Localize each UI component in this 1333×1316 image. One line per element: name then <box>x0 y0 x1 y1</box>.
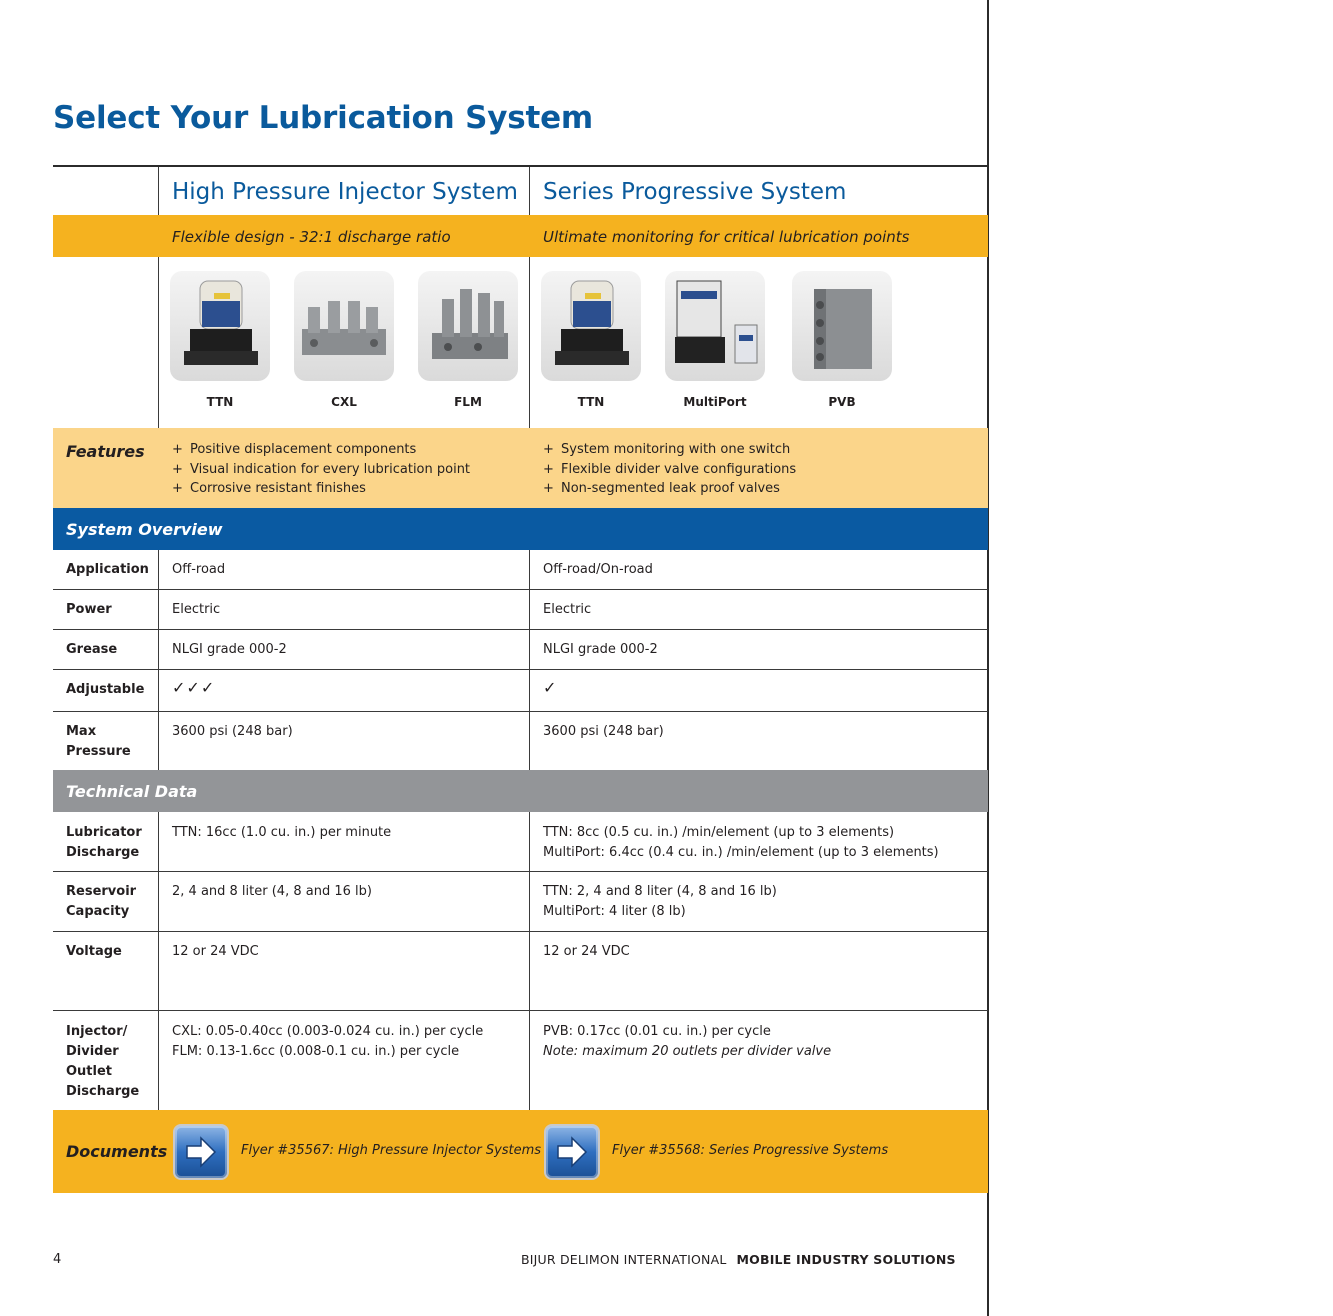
overview-title: System Overview <box>66 520 223 539</box>
product-image-pvb <box>792 271 892 381</box>
product-image-cxl <box>294 271 394 381</box>
check-marks-progressive: ✓ <box>543 678 557 697</box>
check-marks-injector: ✓✓✓ <box>172 678 216 697</box>
features-row <box>53 428 988 508</box>
product-image-flm <box>418 271 518 381</box>
division-name: MOBILE INDUSTRY SOLUTIONS <box>736 1252 956 1267</box>
page-title: Select Your Lubrication System <box>53 100 593 136</box>
product-name: TTN <box>577 395 605 409</box>
row-label: Adjustable <box>66 682 145 697</box>
features-list-progressive <box>543 440 796 499</box>
row-value-injector: Off-road <box>172 562 226 577</box>
row-value-injector: 12 or 24 VDC <box>172 944 259 959</box>
tagline-progressive: Ultimate monitoring for critical lubrication points <box>543 228 910 246</box>
feature-item: + Flexible divider valve configurations <box>543 460 796 480</box>
overview-row-adjustable <box>53 670 988 712</box>
company-name: BIJUR DELIMON INTERNATIONAL <box>521 1252 727 1267</box>
row-label: Application <box>66 562 149 577</box>
feature-item: + Non-segmented leak proof valves <box>543 479 796 499</box>
overview-row-application <box>53 550 988 590</box>
row-label: Max Pressure <box>66 724 131 759</box>
documents-label: Documents <box>66 1142 168 1161</box>
row-value-injector: NLGI grade 000-2 <box>172 642 287 657</box>
feature-item: + Corrosive resistant finishes <box>172 479 470 499</box>
row-value-injector: 2, 4 and 8 liter (4, 8 and 16 lb) <box>172 884 372 899</box>
overview-band <box>53 508 988 550</box>
row-label: Lubricator Discharge <box>66 825 142 860</box>
row-value-injector: 3600 psi (248 bar) <box>172 724 293 739</box>
tech-row-lubricator-discharge <box>53 812 988 872</box>
feature-item: + Visual indication for every lubrication point <box>172 460 470 480</box>
tech-row-reservoir-capacity <box>53 872 988 932</box>
system-title-injector: High Pressure Injector System <box>172 179 518 205</box>
row-value-injector: Electric <box>172 602 221 617</box>
product-name: FLM <box>454 395 482 409</box>
value-line: FLM: 0.13-1.6cc (0.008-0.1 cu. in.) per cycle <box>172 1044 460 1059</box>
system-title-progressive: Series Progressive System <box>543 179 847 205</box>
row-value-injector <box>172 1022 483 1062</box>
arrow-right-icon[interactable] <box>544 1124 600 1180</box>
page-number: 4 <box>53 1252 62 1267</box>
value-line: MultiPort: 4 liter (8 lb) <box>543 904 686 919</box>
tech-row-voltage <box>53 932 988 1011</box>
value-line: CXL: 0.05-0.40cc (0.003-0.024 cu. in.) per cycle <box>172 1024 484 1039</box>
overview-row-grease <box>53 630 988 670</box>
product-name: CXL <box>331 395 357 409</box>
row-label: Reservoir Capacity <box>66 884 137 919</box>
row-value-progressive: NLGI grade 000-2 <box>543 642 658 657</box>
tagline-injector: Flexible design - 32:1 discharge ratio <box>172 228 451 246</box>
feature-item: + System monitoring with one switch <box>543 440 796 460</box>
row-value-injector: TTN: 16cc (1.0 cu. in.) per minute <box>172 825 392 840</box>
technical-band <box>53 770 988 812</box>
overview-row-max-pressure <box>53 712 988 770</box>
row-value-progressive <box>543 823 939 863</box>
tech-row-outlet-discharge <box>53 1011 988 1110</box>
documents-row <box>53 1110 988 1193</box>
row-value-progressive: 3600 psi (248 bar) <box>543 724 664 739</box>
product-image-ttn <box>170 271 270 381</box>
row-value-progressive <box>543 1022 831 1062</box>
value-line: MultiPort: 6.4cc (0.4 cu. in.) /min/element (up to 3 elements) <box>543 845 939 860</box>
document-link-progressive[interactable]: Flyer #35568: Series Progressive Systems <box>612 1143 889 1158</box>
feature-item: + Positive displacement components <box>172 440 470 460</box>
arrow-right-icon[interactable] <box>173 1124 229 1180</box>
system-header-row <box>53 167 988 215</box>
product-image-multiport <box>665 271 765 381</box>
tagline-row <box>53 215 988 257</box>
technical-title: Technical Data <box>66 782 198 801</box>
document-link-injector[interactable]: Flyer #35567: High Pressure Injector Systems <box>241 1143 542 1158</box>
row-label: Injector/ Divider Outlet Discharge <box>66 1024 140 1099</box>
row-value-progressive: Electric <box>543 602 592 617</box>
row-label: Voltage <box>66 944 122 959</box>
row-value-progressive: Off-road/On-road <box>543 562 653 577</box>
product-image-ttn <box>541 271 641 381</box>
value-note: Note: maximum 20 outlets per divider valve <box>543 1044 832 1059</box>
features-list-injector <box>172 440 470 499</box>
value-line: TTN: 8cc (0.5 cu. in.) /min/element (up to 3 elements) <box>543 825 895 840</box>
product-name: PVB <box>828 395 856 409</box>
overview-row-power <box>53 590 988 630</box>
row-value-progressive <box>543 882 777 922</box>
features-label: Features <box>66 442 145 461</box>
row-label: Power <box>66 602 112 617</box>
product-name: TTN <box>206 395 234 409</box>
value-line: PVB: 0.17cc (0.01 cu. in.) per cycle <box>543 1024 771 1039</box>
product-images-row <box>53 257 988 428</box>
value-line: TTN: 2, 4 and 8 liter (4, 8 and 16 lb) <box>543 884 777 899</box>
product-name: MultiPort <box>683 395 747 409</box>
row-label: Grease <box>66 642 118 657</box>
footer-company <box>521 1252 956 1267</box>
row-value-progressive: 12 or 24 VDC <box>543 944 630 959</box>
